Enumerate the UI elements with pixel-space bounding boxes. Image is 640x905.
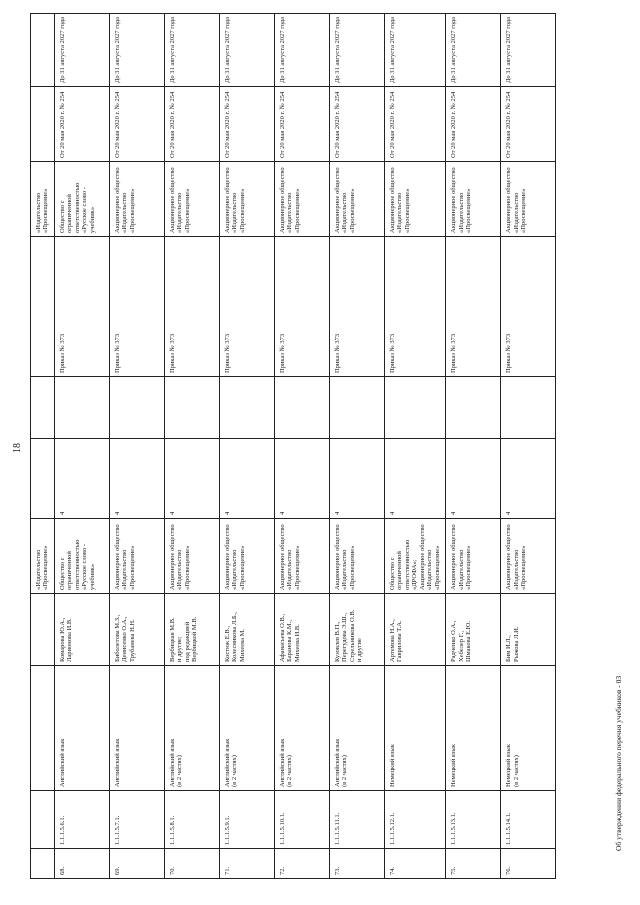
footer-text: Об утверждении федерального перечня учебников - 03 (614, 675, 623, 851)
cell-publisher (54, 519, 109, 594)
cell-title-text: Английский язык (в 2 частях) (333, 738, 349, 787)
cell-approval-text: От 20 мая 2020 г. № 254 (278, 91, 286, 158)
cell-publisher-text: Акционерное общество «Издательство «Просвещение» (223, 524, 246, 590)
cell-empty-a (109, 377, 164, 439)
cell-authors (329, 594, 384, 666)
cell-publisher-text: Акционерное общество «Издательство «Просвещение» (333, 524, 356, 590)
cell-deadline-text: До 31 августа 2027 года (223, 16, 231, 83)
cell-title (54, 666, 109, 791)
cell-code-text: 1.1.1.5.14.1. (505, 812, 513, 845)
cell-order (329, 237, 384, 377)
cell-title (274, 666, 329, 791)
cell-grade-text: 4 (450, 511, 458, 515)
cell-publisher (329, 519, 384, 594)
cell-code (329, 791, 384, 849)
cell-code-text: 1.1.1.5.10.1. (278, 812, 286, 845)
cell-authors (274, 594, 329, 666)
cell-authors (109, 594, 164, 666)
cell-approval-text: От 20 мая 2020 г. № 254 (333, 91, 341, 158)
cell-title (384, 666, 445, 791)
cell-deadline (384, 14, 445, 87)
cell-code (446, 791, 501, 849)
cell-order (384, 237, 445, 377)
cell-empty-a (384, 377, 445, 439)
cell-title-text: Английский язык (в 2 частях) (223, 738, 239, 787)
cell-title (109, 666, 164, 791)
cell-code-text: 1.1.1.5.9.1. (223, 815, 231, 845)
cell-order (274, 237, 329, 377)
cell-approval-text: От 20 мая 2020 г. № 254 (58, 91, 66, 158)
table-row (109, 14, 164, 879)
cell-grade (384, 439, 445, 519)
cell-publisher2 (274, 162, 329, 237)
cell-code-text: 1.1.1.5.7.1. (113, 815, 121, 845)
cell-publisher (164, 519, 219, 594)
cell-deadline (54, 14, 109, 87)
cell-publisher (501, 519, 556, 594)
cell-authors-text: Бим И.Л., Рыжова Л.И. (505, 626, 520, 662)
cell-empty-a (164, 377, 219, 439)
cell-deadline (446, 14, 501, 87)
cell-number-text: 75. (450, 866, 458, 875)
cell-publisher2-text: Акционерное общество «Издательство «Просвещение» (388, 167, 411, 233)
cell-empty-a (501, 377, 556, 439)
cell-authors-text: Радченко О.А., Хебелер Г., Шмакова Е.Ю. (450, 620, 473, 662)
cell-number-text: 72. (278, 866, 286, 875)
cell-grade (109, 439, 164, 519)
cell-grade-text: 4 (333, 511, 341, 515)
cell-publisher (274, 519, 329, 594)
cell-publisher2 (446, 162, 501, 237)
cell-publisher2 (164, 162, 219, 237)
cell-grade-text: 4 (168, 511, 176, 515)
cell-empty-a (274, 377, 329, 439)
cell-approval (164, 87, 219, 162)
cell-authors-text: Вербицкая М.В. и другие; под редакцией Вербицкой М.В. (168, 616, 199, 662)
cell-title-text: Английский язык (в 2 частях) (168, 738, 184, 787)
cell-number (329, 849, 384, 879)
cell-title (329, 666, 384, 791)
cell-order-text: Приказ № 373 (278, 333, 286, 373)
cell-authors (446, 594, 501, 666)
table-row (501, 14, 556, 879)
cell-order-text: Приказ № 373 (113, 333, 121, 373)
cell-empty-a (54, 377, 109, 439)
cell-order (109, 237, 164, 377)
cell-title (446, 666, 501, 791)
cell-authors-text: Артемова Н.А., Гаврилова Т.А. (388, 619, 404, 662)
cell-approval-text: От 20 мая 2020 г. № 254 (388, 91, 396, 158)
cell-code (164, 791, 219, 849)
cell-deadline (164, 14, 219, 87)
cell-order (501, 237, 556, 377)
cell-publisher2-text: Общество с ограниченной ответственностью «Русское слово - учебник» (58, 182, 96, 233)
cell-publisher2 (384, 162, 445, 237)
cell-approval-text: От 20 мая 2020 г. № 254 (168, 91, 176, 158)
table-row (384, 14, 445, 879)
cell-deadline-text: До 31 августа 2027 года (168, 16, 176, 83)
cell-title-text: Немецкий язык (в 2 частях) (505, 744, 520, 787)
cell-deadline (274, 14, 329, 87)
cell-code-text: 1.1.1.5.13.1. (450, 812, 458, 845)
table-row (274, 14, 329, 879)
cell-grade (329, 439, 384, 519)
textbook-table (30, 13, 556, 879)
cell-publisher-text: Акционерное общество «Издательство «Просвещение» (113, 524, 136, 590)
cell-title-text: Английский язык (в 2 частях) (278, 738, 294, 787)
cell-number (501, 849, 556, 879)
cell-empty-a (219, 377, 274, 439)
cell-deadline-text: До 31 августа 2027 года (450, 16, 458, 83)
cell-publisher2 (219, 162, 274, 237)
cell-number-text: 69. (113, 866, 121, 875)
cell-code-text: 1.1.1.5.8.1. (168, 815, 176, 845)
cell-code (384, 791, 445, 849)
cell-deadline (109, 14, 164, 87)
cell-number-text: 71. (223, 866, 231, 875)
table-row (219, 14, 274, 879)
cell-deadline-text: До 31 августа 2027 года (505, 16, 513, 83)
table-row (164, 14, 219, 879)
cell-number (164, 849, 219, 879)
cell-order-text: Приказ № 373 (223, 333, 231, 373)
cell-code (501, 791, 556, 849)
cell-grade-text: 4 (278, 511, 286, 515)
cell-number (446, 849, 501, 879)
cell-publisher2 (329, 162, 384, 237)
cell-empty-a (329, 377, 384, 439)
cell-publisher2-text: Акционерное общество «Издательство «Просвещение» (168, 167, 191, 233)
cell-publisher2-text: Акционерное общество «Издательство «Просвещение» (223, 167, 246, 233)
cell-number (384, 849, 445, 879)
cell-title (164, 666, 219, 791)
cell-publisher-text: Акционерное общество «Издательство «Просвещение» (168, 524, 191, 590)
cell-publisher-text: Акционерное общество «Издательство «Просвещение» (505, 524, 528, 590)
cell-grade (219, 439, 274, 519)
table-row (54, 14, 109, 879)
cell-publisher2-text: Акционерное общество «Издательство «Просвещение» (450, 167, 473, 233)
cell-order (54, 237, 109, 377)
cell-approval-text: От 20 мая 2020 г. № 254 (223, 91, 231, 158)
cell-publisher (109, 519, 164, 594)
cell-publisher-continued: «Издательство «Просвещение» (35, 545, 50, 590)
cell-publisher2-continued: «Издательство «Просвещение» (35, 188, 50, 233)
cell-approval (219, 87, 274, 162)
cell-code (109, 791, 164, 849)
cell-publisher-text: Общество с ограниченной ответственностью «Русское слово - учебник» (58, 539, 96, 590)
cell-deadline-text: До 31 августа 2027 года (113, 16, 121, 83)
cell-authors-text: Афанасьева О.В., Баранова К.М., Михеева И.В. (278, 613, 301, 662)
cell-publisher2-text: Акционерное общество «Издательство «Просвещение» (333, 167, 356, 233)
cell-publisher-text: Акционерное общество «Издательство «Просвещение» (278, 524, 301, 590)
cell-grade (446, 439, 501, 519)
cell-title-text: Английский язык (58, 738, 66, 787)
cell-grade-text: 4 (223, 511, 231, 515)
cell-publisher2 (501, 162, 556, 237)
cell-number-text: 74. (388, 866, 396, 875)
cell-order-text: Приказ № 373 (450, 333, 458, 373)
cell-publisher (384, 519, 445, 594)
cell-number-text: 73. (333, 866, 341, 875)
cell-empty-a (446, 377, 501, 439)
cell-code (54, 791, 109, 849)
cell-code-text: 1.1.1.5.11.1. (333, 812, 341, 845)
cell-approval (384, 87, 445, 162)
cell-authors-text: Биболетова М.З., Денисенко О.А., Трубанева Н.Н. (113, 614, 136, 662)
cell-order-text: Приказ № 373 (168, 333, 176, 373)
cell-grade (54, 439, 109, 519)
cell-authors-text: Комарова Ю.А., Ларионова И.В. (58, 617, 74, 662)
cell-approval-text: От 20 мая 2020 г. № 254 (505, 91, 513, 158)
cell-grade-text: 4 (505, 511, 513, 515)
cell-order-text: Приказ № 373 (58, 333, 66, 373)
cell-publisher2-text: Акционерное общество «Издательство «Просвещение» (278, 167, 301, 233)
cell-approval (501, 87, 556, 162)
cell-number (109, 849, 164, 879)
cell-approval-text: От 20 мая 2020 г. № 254 (113, 91, 121, 158)
cell-approval-text: От 20 мая 2020 г. № 254 (450, 91, 458, 158)
table-row-continuation (31, 14, 55, 879)
cell-grade (501, 439, 556, 519)
cell-title-text: Английский язык (113, 738, 121, 787)
cell-authors (164, 594, 219, 666)
cell-publisher2-text: Акционерное общество «Издательство «Просвещение» (505, 167, 528, 233)
cell-number-text: 70. (168, 866, 176, 875)
cell-approval (109, 87, 164, 162)
table-row (446, 14, 501, 879)
cell-publisher (219, 519, 274, 594)
cell-grade-text: 4 (388, 511, 396, 515)
cell-deadline-text: До 31 августа 2027 года (58, 16, 66, 83)
table-row (329, 14, 384, 879)
cell-code (219, 791, 274, 849)
cell-publisher-text: Общество с ограниченной ответственностью «ДРОФА»; Акционерное общество «Издательство «Просвещение» (388, 524, 441, 590)
cell-publisher2-text: Акционерное общество «Издательство «Просвещение» (113, 167, 136, 233)
cell-deadline-text: До 31 августа 2027 года (278, 16, 286, 83)
cell-order-text: Приказ № 373 (388, 333, 396, 373)
cell-order (164, 237, 219, 377)
cell-publisher (446, 519, 501, 594)
cell-code-text: 1.1.1.5.6.1. (58, 815, 66, 845)
cell-approval (274, 87, 329, 162)
cell-authors-text: Кузовлев В.П., Перегудова Э.Ш., Стрельникова О.В. и другие (333, 609, 364, 662)
cell-order (446, 237, 501, 377)
cell-authors (219, 594, 274, 666)
cell-number (274, 849, 329, 879)
cell-order (219, 237, 274, 377)
cell-number (54, 849, 109, 879)
cell-grade (274, 439, 329, 519)
cell-deadline-text: До 31 августа 2027 года (333, 16, 341, 83)
cell-authors (384, 594, 445, 666)
cell-title-text: Немецкий язык (388, 744, 396, 787)
cell-order-text: Приказ № 373 (505, 333, 513, 373)
cell-code-text: 1.1.1.5.12.1. (388, 812, 396, 845)
cell-deadline-text: До 31 августа 2027 года (388, 16, 396, 83)
cell-publisher2 (109, 162, 164, 237)
cell-deadline (329, 14, 384, 87)
cell-grade-text: 4 (58, 511, 66, 515)
cell-authors (54, 594, 109, 666)
cell-title (501, 666, 556, 791)
page-number: 18 (12, 443, 23, 453)
cell-publisher2 (54, 162, 109, 237)
cell-approval (329, 87, 384, 162)
cell-deadline (501, 14, 556, 87)
cell-number-text: 68. (58, 866, 66, 875)
cell-approval (446, 87, 501, 162)
cell-number (219, 849, 274, 879)
cell-deadline (219, 14, 274, 87)
cell-order-text: Приказ № 373 (333, 333, 341, 373)
cell-publisher-text: Акционерное общество «Издательство «Просвещение» (450, 524, 473, 590)
cell-authors-text: Костюк Е.В., Колесникова Л.Б., Михеева М. (223, 612, 246, 662)
cell-grade (164, 439, 219, 519)
cell-title-text: Немецкий язык (450, 744, 458, 787)
cell-number-text: 76. (505, 866, 513, 875)
cell-code (274, 791, 329, 849)
cell-authors (501, 594, 556, 666)
cell-grade-text: 4 (113, 511, 121, 515)
cell-approval (54, 87, 109, 162)
cell-title (219, 666, 274, 791)
